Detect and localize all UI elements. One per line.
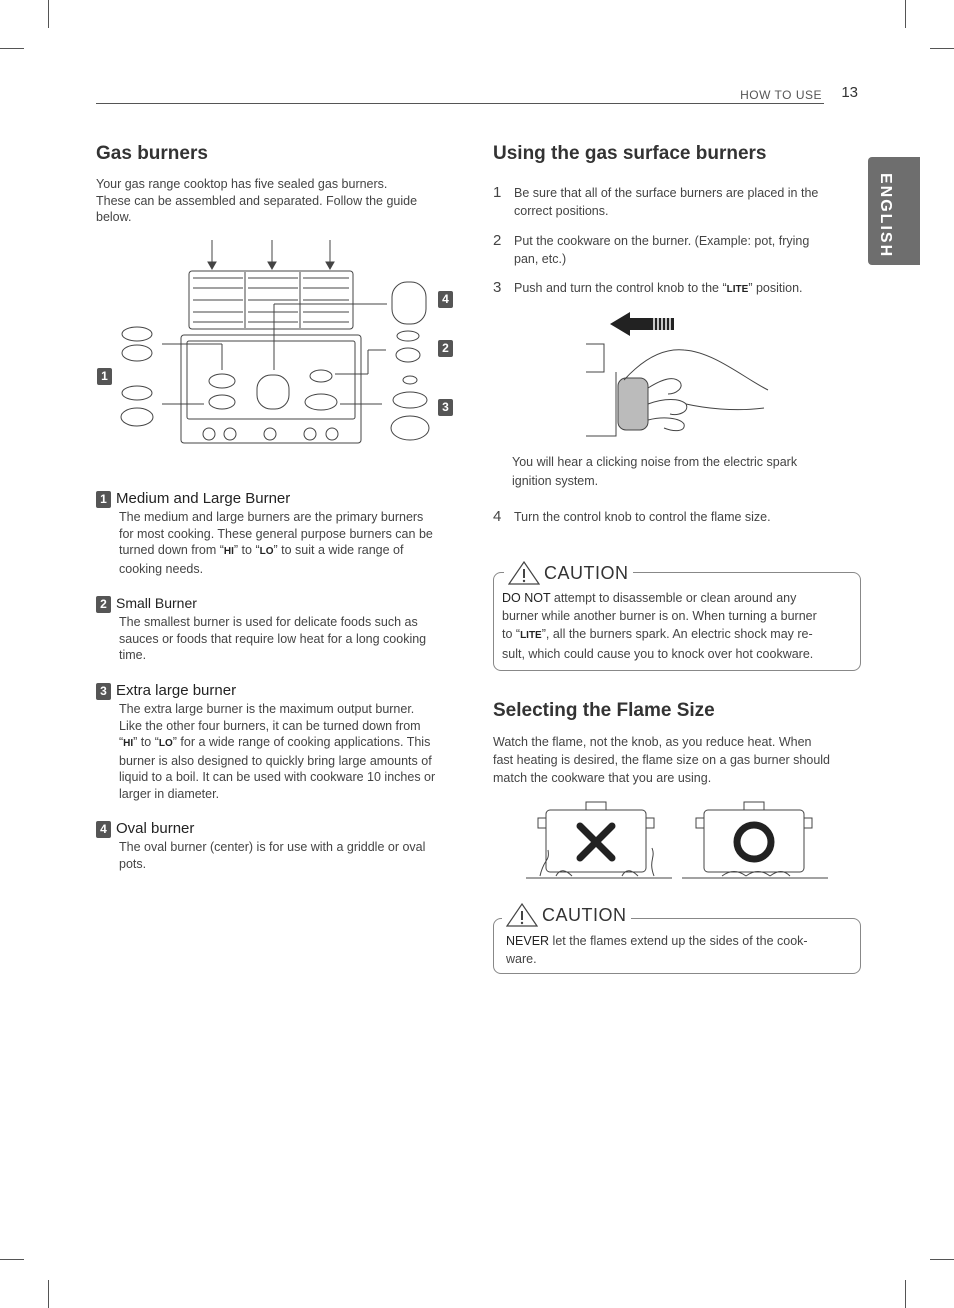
section-name: HOW TO USE xyxy=(740,88,822,102)
burner-1-badge: 1 xyxy=(96,491,111,508)
knob-push-illustration xyxy=(584,308,774,440)
wrong-x-icon xyxy=(580,826,612,858)
crop-mark xyxy=(48,1280,49,1308)
gas-burners-title: Gas burners xyxy=(96,143,208,164)
crop-mark xyxy=(48,0,49,28)
caution-text: NEVER let the flames extend up the sides of the cook- ware. xyxy=(506,934,808,966)
gas-burners-intro: Your gas range cooktop has five sealed gas burners. These can be assembled and separated. Follow the guide below. xyxy=(96,177,418,224)
spark-note: You will hear a clicking noise from the electric spark ignition system. xyxy=(512,455,798,488)
warning-triangle-icon xyxy=(508,561,540,585)
warning-triangle-icon xyxy=(506,903,538,927)
step-1: 1 Be sure that all of the surface burners are placed in the correct positions. xyxy=(493,184,819,218)
burner-4-badge: 4 xyxy=(96,821,111,838)
burner-4-title: 4 Oval burner xyxy=(96,820,194,838)
cooktop-burners-diagram xyxy=(92,238,464,450)
burner-3-title: 3 Extra large burner xyxy=(96,682,236,700)
crop-mark xyxy=(0,48,24,49)
caution-box-flames xyxy=(493,904,861,974)
flame-pots-illustration xyxy=(526,798,828,882)
burner-3-badge: 3 xyxy=(96,683,111,700)
crop-mark xyxy=(930,1259,954,1260)
burner-4-description: The oval burner (center) is for use with a griddle or oval pots. xyxy=(119,840,426,871)
caution-heading: CAUTION xyxy=(504,561,633,585)
flame-size-text: Watch the flame, not the knob, as you reduce heat. When fast heating is desired, the flame size on a gas burner should match the cookware that you are using. xyxy=(493,735,831,785)
crop-mark xyxy=(905,0,906,28)
diagram-callout-4: 4 xyxy=(438,291,453,308)
burner-2-title: 2 Small Burner xyxy=(96,595,197,613)
step-3: 3 Push and turn the control knob to the “LITE” position. xyxy=(493,279,803,296)
burner-1-description: The medium and large burners are the primary burners for most cooking. These general purpose burners can be turned down from “HI” to “LO” to suit a wide range of cooking needs. xyxy=(119,510,433,576)
header-rule xyxy=(96,103,824,104)
crop-mark xyxy=(0,1259,24,1260)
burner-1-title: 1 Medium and Large Burner xyxy=(96,490,290,508)
crop-mark xyxy=(930,48,954,49)
crop-mark xyxy=(905,1280,906,1308)
page-header xyxy=(96,84,858,104)
caution-box-disassemble xyxy=(493,562,861,671)
correct-o-icon xyxy=(737,825,771,859)
page-number: 13 xyxy=(841,84,858,101)
burner-2-badge: 2 xyxy=(96,596,111,613)
diagram-callout-2: 2 xyxy=(438,340,453,357)
step-2: 2 Put the cookware on the burner. (Example: pot, frying pan, etc.) xyxy=(493,232,810,266)
using-burners-title: Using the gas surface burners xyxy=(493,143,767,164)
burner-2-description: The smallest burner is used for delicate foods such as sauces or foods that require low heat for a long cooking time. xyxy=(119,615,427,662)
language-tab xyxy=(868,157,920,265)
caution-heading: CAUTION xyxy=(502,903,631,927)
burner-3-description: The extra large burner is the maximum output burner. Like the other four burners, it can be turned down from “HI” to “LO” for a wide range of cooking applications. This burner is also designed to quickly bring large amounts of liquid to a boil. It can be used with cookware 10 inches or larger in diameter. xyxy=(119,702,436,801)
diagram-callout-3: 3 xyxy=(438,399,453,416)
step-4: 4 Turn the control knob to control the flame size. xyxy=(493,508,771,525)
language-tab-label: ENGLISH xyxy=(877,173,894,259)
caution-text: DO NOT attempt to disassemble or clean around any burner while another burner is on. When turning a burner to “LITE”, all the burners spark. An electric shock may re- sult, which could cause you to knock over hot cookware. xyxy=(502,591,817,661)
flame-size-title: Selecting the Flame Size xyxy=(493,700,715,721)
diagram-callout-1: 1 xyxy=(97,368,112,385)
